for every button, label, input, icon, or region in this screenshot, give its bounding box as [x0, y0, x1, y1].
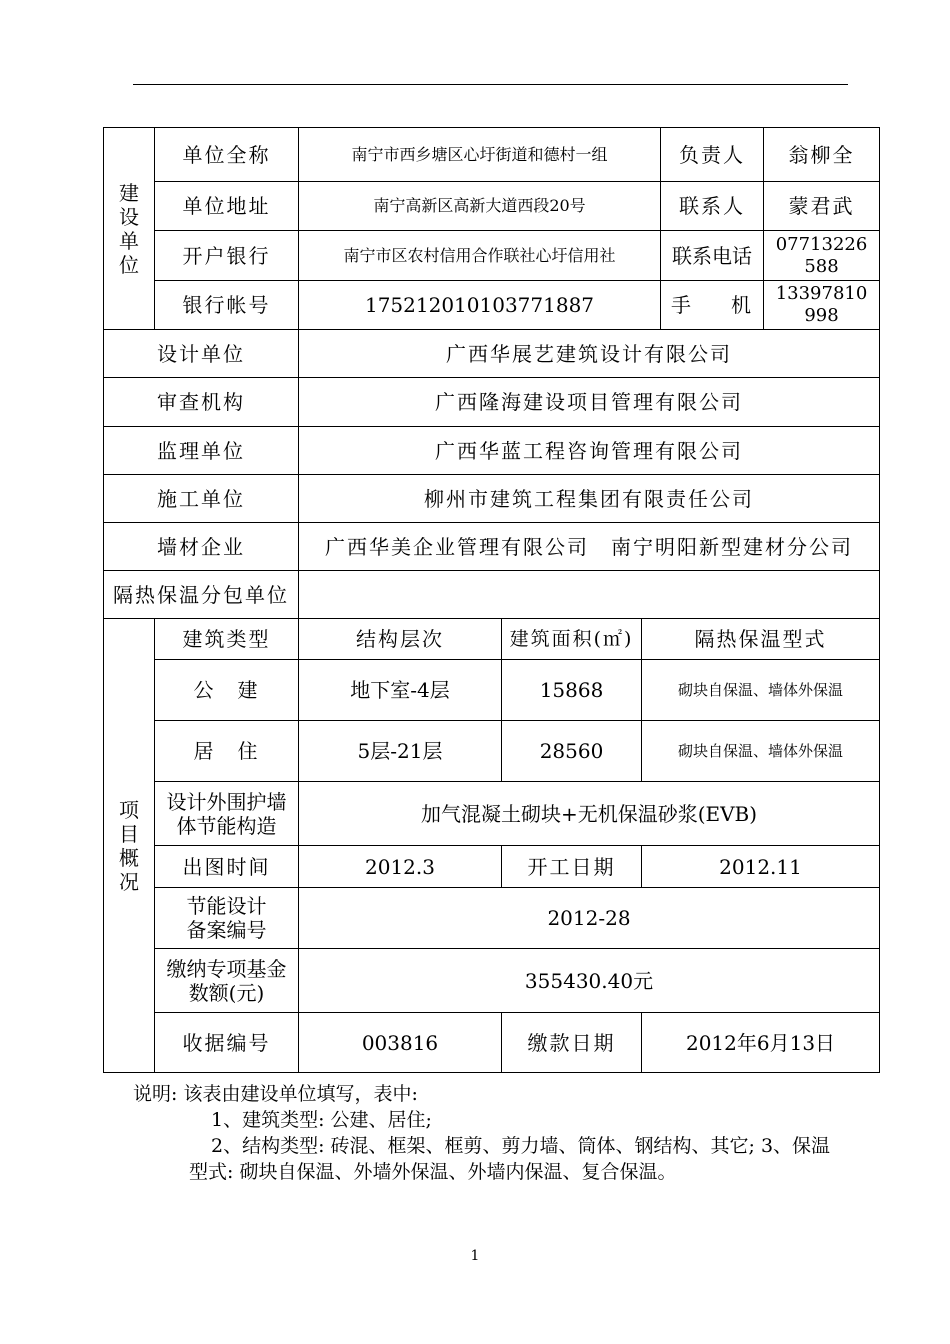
start-date-value: 2012.11	[642, 846, 880, 888]
note-line: 型式: 砌块自保温、外墙外保温、外墙内保温、复合保温。	[189, 1161, 677, 1183]
drawing-time-label: 出图时间	[155, 846, 299, 888]
insulation-header: 隔热保温型式	[642, 619, 880, 660]
account-row	[104, 281, 880, 330]
project-row	[104, 721, 880, 782]
area: 28560	[502, 721, 642, 782]
unit-name-value: 南宁市西乡塘区心圩街道和德村一组	[299, 128, 661, 182]
note-line: 2、结构类型: 砖混、框架、框剪、剪力墙、筒体、钢结构、其它; 3、保温	[173, 1135, 831, 1157]
org-label: 隔热保温分包单位	[104, 571, 299, 619]
dates-row	[104, 846, 880, 888]
payment-date-label: 缴款日期	[502, 1013, 642, 1073]
org-value	[299, 571, 880, 619]
unit-name-row	[104, 128, 880, 182]
bank-row	[104, 231, 880, 281]
org-label: 设计单位	[104, 330, 299, 378]
org-value: 广西华蓝工程咨询管理有限公司	[299, 427, 880, 475]
owner-value: 翁柳全	[764, 128, 880, 182]
bank-value: 南宁市区农村信用合作联社心圩信用社	[299, 231, 661, 281]
address-row	[104, 182, 880, 231]
fund-value: 355430.40元	[299, 949, 880, 1013]
fund-row	[104, 949, 880, 1013]
org-row	[104, 378, 880, 427]
account-value: 175212010103771887	[299, 281, 661, 330]
org-value: 广西华展艺建筑设计有限公司	[299, 330, 880, 378]
envelope-label: 设计外围护墙 体节能构造	[155, 782, 299, 846]
drawing-time-value: 2012.3	[299, 846, 502, 888]
address-value: 南宁高新区高新大道西段20号	[299, 182, 661, 231]
structure-header: 结构层次	[299, 619, 502, 660]
filing-label: 节能设计 备案编号	[155, 888, 299, 949]
org-label: 施工单位	[104, 475, 299, 523]
mobile-label: 手 机	[661, 281, 764, 330]
org-label: 墙材企业	[104, 523, 299, 571]
insulation: 砌块自保温、墙体外保温	[642, 721, 880, 782]
owner-label: 负责人	[661, 128, 764, 182]
header-rule	[133, 84, 848, 85]
unit-name-label: 单位全称	[155, 128, 299, 182]
form-notes	[133, 1081, 863, 1185]
envelope-row	[104, 782, 880, 846]
org-row	[104, 571, 880, 619]
project-row	[104, 660, 880, 721]
contact-value: 蒙君武	[764, 182, 880, 231]
insulation: 砌块自保温、墙体外保温	[642, 660, 880, 721]
building-type-header: 建筑类型	[155, 619, 299, 660]
org-value: 柳州市建筑工程集团有限责任公司	[299, 475, 880, 523]
project-header-row	[104, 619, 880, 660]
project-group-label: 项 目 概 况	[104, 619, 155, 1073]
builder-group-label: 建 设 单 位	[104, 128, 155, 330]
mobile-value: 13397810 998	[764, 281, 880, 330]
payment-date-value: 2012年6月13日	[642, 1013, 880, 1073]
receipt-value: 003816	[299, 1013, 502, 1073]
org-row	[104, 427, 880, 475]
building-type: 居 住	[155, 721, 299, 782]
envelope-value: 加气混凝土砌块+无机保温砂浆(EVB)	[299, 782, 880, 846]
address-label: 单位地址	[155, 182, 299, 231]
area: 15868	[502, 660, 642, 721]
receipt-label: 收据编号	[155, 1013, 299, 1073]
org-row	[104, 475, 880, 523]
account-label: 银行帐号	[155, 281, 299, 330]
contact-label: 联系人	[661, 182, 764, 231]
filing-value: 2012-28	[299, 888, 880, 949]
org-value: 广西华美企业管理有限公司 南宁明阳新型建材分公司	[299, 523, 880, 571]
phone-value: 07713226 588	[764, 231, 880, 281]
bank-label: 开户银行	[155, 231, 299, 281]
org-value: 广西隆海建设项目管理有限公司	[299, 378, 880, 427]
note-line: 说明: 该表由建设单位填写，表中:	[133, 1083, 418, 1105]
org-row	[104, 523, 880, 571]
start-date-label: 开工日期	[502, 846, 642, 888]
org-row	[104, 330, 880, 378]
building-type: 公 建	[155, 660, 299, 721]
phone-label: 联系电话	[661, 231, 764, 281]
area-header: 建筑面积(㎡)	[502, 619, 642, 660]
filing-row	[104, 888, 880, 949]
receipt-row	[104, 1013, 880, 1073]
org-label: 审查机构	[104, 378, 299, 427]
structure: 地下室-4层	[299, 660, 502, 721]
structure: 5层-21层	[299, 721, 502, 782]
project-info-table	[103, 127, 880, 1073]
fund-label: 缴纳专项基金 数额(元)	[155, 949, 299, 1013]
page-number: 1	[470, 1248, 480, 1264]
note-line: 1、建筑类型: 公建、居住;	[173, 1109, 432, 1131]
org-label: 监理单位	[104, 427, 299, 475]
